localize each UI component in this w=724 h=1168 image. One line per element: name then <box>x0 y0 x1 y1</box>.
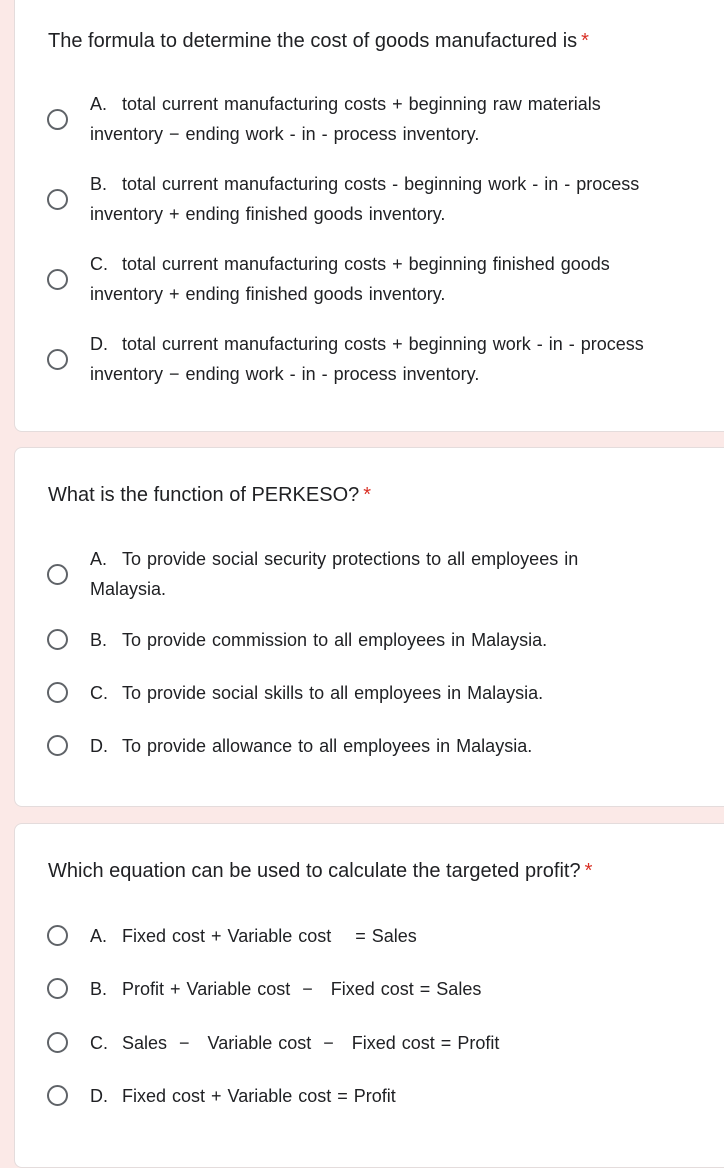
option-d[interactable] <box>47 1081 667 1131</box>
option-label <box>90 678 655 708</box>
required-star: * <box>581 30 589 52</box>
option-letter: B. <box>90 979 108 999</box>
option-label <box>90 921 655 951</box>
question-text: The formula to determine the cost of goods manufactured is <box>48 30 578 52</box>
option-text: To provide social skills to all employees in Malaysia. <box>122 683 544 703</box>
option-letter: A. <box>90 926 108 946</box>
radio-button[interactable] <box>47 109 68 130</box>
option-letter: C. <box>90 254 108 274</box>
option-text: To provide commission to all employees in Malaysia. <box>122 630 548 650</box>
radio-button[interactable] <box>47 735 68 756</box>
option-d[interactable] <box>47 731 667 781</box>
option-d[interactable] <box>47 329 667 384</box>
option-label <box>90 249 655 309</box>
option-label <box>90 89 655 149</box>
option-letter: C. <box>90 1033 108 1053</box>
option-letter: D. <box>90 736 108 756</box>
question-text: What is the function of PERKESO? <box>48 484 360 506</box>
question-title <box>48 28 589 54</box>
option-text: total current manufacturing costs + beginning finished goods inventory + ending finished goods inventory. <box>90 254 610 304</box>
option-label <box>90 1028 655 1058</box>
option-b[interactable] <box>47 974 667 1024</box>
radio-button[interactable] <box>47 629 68 650</box>
option-label <box>90 974 655 1004</box>
option-c[interactable] <box>47 249 667 304</box>
option-text: Fixed cost + Variable cost = Sales <box>122 926 417 946</box>
option-c[interactable] <box>47 1028 667 1078</box>
question-title <box>48 482 371 508</box>
radio-button[interactable] <box>47 349 68 370</box>
option-a[interactable] <box>47 544 667 599</box>
option-text: Fixed cost + Variable cost = Profit <box>122 1086 396 1106</box>
option-letter: D. <box>90 1086 108 1106</box>
option-letter: A. <box>90 549 108 569</box>
radio-button[interactable] <box>47 189 68 210</box>
option-text: Profit + Variable cost − Fixed cost = Sales <box>122 979 482 999</box>
option-b[interactable] <box>47 625 667 675</box>
option-a[interactable] <box>47 89 667 144</box>
required-star: * <box>584 860 593 882</box>
option-label <box>90 329 655 389</box>
radio-button[interactable] <box>47 1032 68 1053</box>
option-letter: C. <box>90 683 108 703</box>
option-label <box>90 625 655 655</box>
question-card-perkeso <box>14 447 724 807</box>
question-card-cost-of-goods <box>14 0 724 432</box>
option-letter: B. <box>90 630 108 650</box>
option-text: total current manufacturing costs + beginning work - in - process inventory − ending work - in - process inventory. <box>90 334 644 384</box>
question-text: Which equation can be used to calculate the targeted profit? <box>48 860 581 882</box>
option-label <box>90 169 655 229</box>
option-label <box>90 731 655 761</box>
option-b[interactable] <box>47 169 667 224</box>
radio-button[interactable] <box>47 1085 68 1106</box>
option-label <box>90 544 655 604</box>
radio-button[interactable] <box>47 682 68 703</box>
option-a[interactable] <box>47 921 667 971</box>
question-card-targeted-profit <box>14 823 724 1168</box>
radio-button[interactable] <box>47 564 68 585</box>
radio-button[interactable] <box>47 925 68 946</box>
question-title <box>48 858 592 884</box>
option-letter: A. <box>90 94 108 114</box>
option-text: To provide social security protections to all employees in Malaysia. <box>90 549 579 599</box>
required-star: * <box>363 484 372 506</box>
option-label <box>90 1081 655 1111</box>
option-c[interactable] <box>47 678 667 728</box>
option-text: Sales − Variable cost − Fixed cost = Profit <box>122 1033 500 1053</box>
option-text: To provide allowance to all employees in Malaysia. <box>122 736 533 756</box>
option-text: total current manufacturing costs - beginning work - in - process inventory + ending finished goods inventory. <box>90 174 640 224</box>
option-letter: B. <box>90 174 108 194</box>
option-text: total current manufacturing costs + beginning raw materials inventory − ending work - in - process inventory. <box>90 94 601 144</box>
radio-button[interactable] <box>47 269 68 290</box>
radio-button[interactable] <box>47 978 68 999</box>
option-letter: D. <box>90 334 108 354</box>
